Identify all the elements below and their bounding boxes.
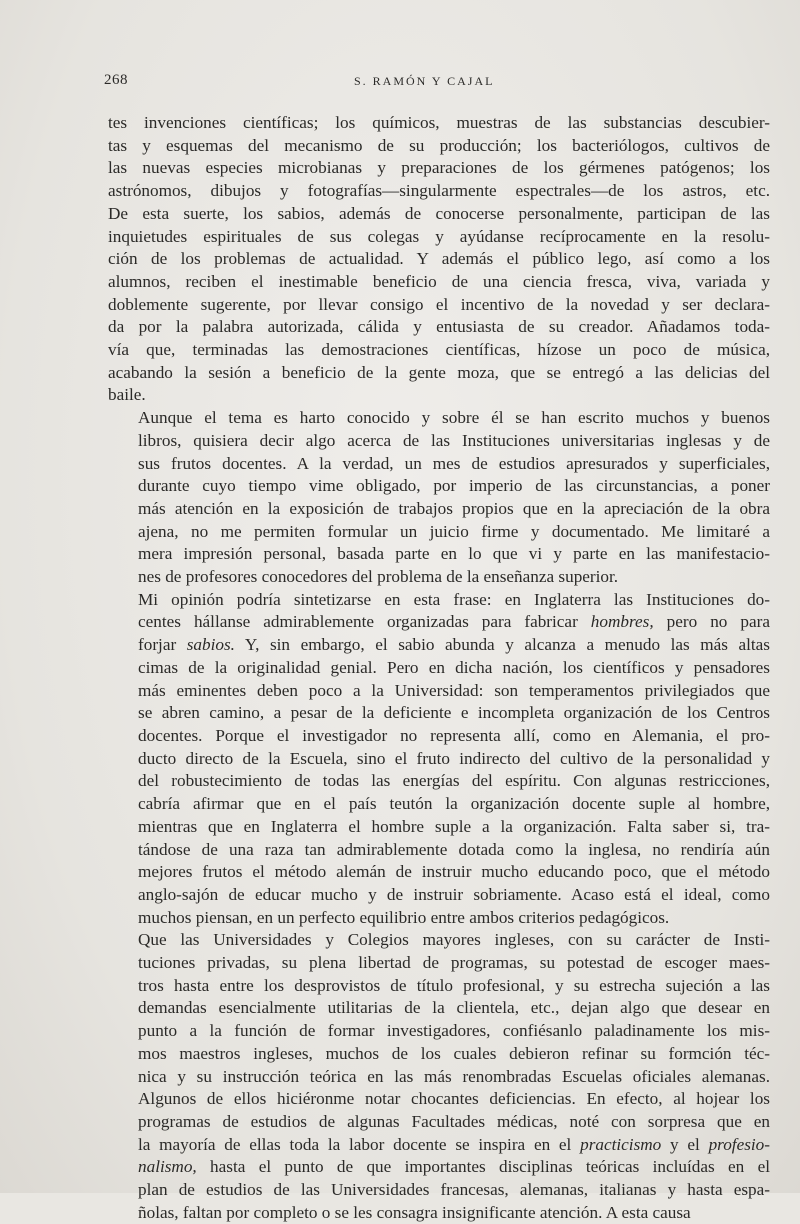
text-line: más eminentes deben poco a la Universidad: son temperamentos privilegiados que	[138, 680, 770, 700]
text-line: ajena, no me permiten formular un juicio firme y documentado. Me limitaré a	[138, 521, 770, 541]
body-text	[108, 112, 770, 1224]
text-line: programas de estudios de algunas Facultades médicas, noté con sorpresa que en	[138, 1111, 770, 1131]
text-line: forjar sabios. Y, sin embargo, el sabio abunda y alcanza a menudo las más altas	[138, 635, 770, 655]
text-line: ducto directo de la Escuela, sino el fruto indirecto del cultivo de la personalidad y	[138, 748, 770, 768]
text-line: tándose de una raza tan admirablemente dotada como la inglesa, no rendiría aún	[138, 839, 770, 859]
text-line: vía que, terminadas las demostraciones científicas, hízose un poco de música,	[108, 340, 770, 360]
text-line: la mayoría de ellas toda la labor docente se inspira en el practicismo y el profesio-	[138, 1134, 770, 1154]
text-line: Aunque el tema es harto conocido y sobre él se han escrito muchos y buenos	[138, 408, 770, 428]
text-line: mera impresión personal, basada parte en lo que vi y parte en las manifestacio-	[138, 544, 770, 564]
text-line: del robustecimiento de todas las energías del espíritu. Con algunas restricciones,	[138, 771, 770, 791]
text-line: tes invenciones científicas; los químicos, muestras de las substancias descubier-	[108, 113, 770, 132]
text-line: alumnos, reciben el inestimable beneficio de una ciencia fresca, viva, variada y	[108, 271, 770, 291]
text-line: ñolas, faltan por completo o se les consagra insignificante atención. A esta causa	[138, 1202, 691, 1222]
paragraph	[108, 589, 770, 930]
text-line: tros hasta entre los desprovistos de título profesional, y su estrecha sujeción a las	[138, 975, 770, 995]
text-line: baile.	[108, 385, 146, 405]
text-line: las nuevas especies microbianas y preparaciones de los gérmenes patógenos; los	[108, 158, 770, 178]
text-line: nalismo, hasta el punto de que importantes disciplinas teóricas incluídas en el	[138, 1157, 770, 1177]
text-line: demandas esencialmente utilitarias de la clientela, etc., dejan algo que desear en	[138, 998, 770, 1018]
text-line: anglo-sajón de educar mucho y de instruir sobriamente. Acaso está el ideal, como	[138, 884, 770, 904]
text-line: cabría afirmar que en el país teutón la organización docente suple al hombre,	[138, 794, 770, 814]
text-line: centes hállanse admirablemente organizadas para fabricar hombres, pero no para	[138, 612, 770, 632]
text-line: tas y esquemas del mecanismo de su producción; los bacteriólogos, cultivos de	[108, 135, 770, 155]
paragraph	[108, 407, 770, 589]
text-line: sus frutos docentes. A la verdad, un mes de estudios apresurados y superficiales,	[138, 453, 770, 473]
text-line: tuciones privadas, su plena libertad de programas, su potestad de escoger maes-	[138, 953, 770, 973]
text-line: nes de profesores conocedores del problema de la enseñanza superior.	[138, 567, 619, 587]
text-line: mientras que en Inglaterra el hombre suple a la organización. Falta saber si, tra-	[138, 816, 770, 836]
text-line: libros, quisiera decir algo acerca de las Instituciones universitarias inglesas y de	[138, 430, 770, 450]
text-line: durante cuyo tiempo vime obligado, por imperio de las circunstancias, a poner	[138, 476, 770, 496]
text-line: docentes. Porque el investigador no representa allí, como en Alemania, el pro-	[138, 725, 770, 745]
text-line: muchos piensan, en un perfecto equilibrio entre ambos criterios pedagógicos.	[138, 907, 670, 927]
paragraph	[108, 112, 770, 407]
text-line: acabando la sesión a beneficio de la gente moza, que se entregó a las delicias del	[108, 362, 770, 382]
text-line: punto a la función de formar investigadores, confiésanlo paladinamente los mis-	[138, 1021, 770, 1041]
text-line: doblemente sugerente, por llevar consigo el incentivo de la novedad y ser declara-	[108, 294, 770, 314]
running-head: S. RAMÓN Y CAJAL	[354, 74, 495, 88]
text-line: plan de estudios de las Universidades francesas, alemanas, italianas y hasta espa-	[138, 1180, 770, 1200]
text-line: Que las Universidades y Colegios mayores ingleses, con su carácter de Insti-	[138, 930, 770, 950]
text-line: Algunos de ellos hiciéronme notar chocantes deficiencias. En efecto, al hojear los	[138, 1089, 770, 1109]
text-line: nica y su instrucción teórica en las más renombradas Escuelas oficiales alemanas.	[138, 1066, 770, 1086]
paragraph	[108, 929, 770, 1224]
text-line: se abren camino, a pesar de la deficiente e incompleta organización de los Centros	[138, 703, 770, 723]
text-line: cimas de la originalidad genial. Pero en dicha nación, los científicos y pensadores	[138, 657, 770, 677]
text-line: más atención en la exposición de trabajos propios que en la apreciación de la obra	[138, 498, 770, 518]
page-header	[104, 72, 764, 94]
page-number: 268	[104, 72, 128, 88]
text-line: mos maestros ingleses, muchos de los cuales debieron refinar su formción téc-	[138, 1043, 770, 1063]
text-line: astrónomos, dibujos y fotografías—singularmente espectrales—de los astros, etc.	[108, 181, 770, 201]
text-line: mejores frutos el método alemán de instruir mucho educando poco, que el método	[138, 862, 770, 882]
text-line: De esta suerte, los sabios, además de conocerse personalmente, participan de las	[108, 203, 770, 223]
text-line: inquietudes espirituales de sus colegas y ayúdanse recíprocamente en la resolu-	[108, 226, 770, 246]
text-line: Mi opinión podría sintetizarse en esta frase: en Inglaterra las Instituciones do-	[138, 589, 770, 609]
text-line: da por la palabra autorizada, cálida y entusiasta de su creador. Añadamos toda-	[108, 317, 770, 337]
text-line: ción de los problemas de actualidad. Y además el público lego, así como a los	[108, 249, 770, 269]
